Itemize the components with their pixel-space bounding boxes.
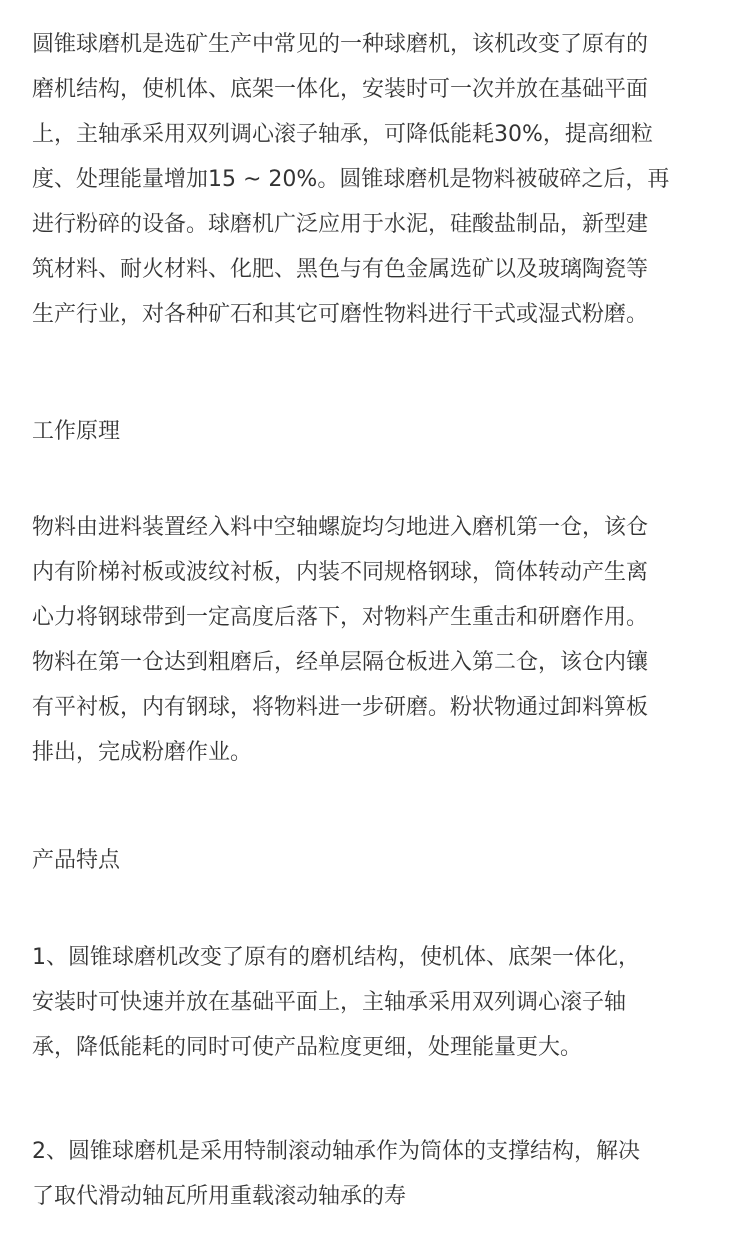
feature-line: 了取代滑动轴瓦所用重载滚动轴承的寿 (32, 1184, 407, 1209)
working-principle-paragraph (32, 505, 722, 775)
working-line: 有平衬板，内有钢球，将物料进一步研磨。粉状物通过卸料箅板 (32, 695, 649, 720)
feature-line: 2、圆锥球磨机是采用特制滚动轴承作为筒体的支撑结构，解决 (32, 1139, 640, 1164)
feature-item-2 (32, 1129, 722, 1219)
working-line: 物料在第一仓达到粗磨后，经单层隔仓板进入第二仓，该仓内镶 (32, 650, 649, 675)
working-line: 内有阶梯衬板或波纹衬板，内装不同规格钢球，筒体转动产生离 (32, 560, 649, 585)
intro-line: 上，主轴承采用双列调心滚子轴承，可降低能耗30%，提高细粒 (32, 122, 653, 147)
section-heading-product-features: 产品特点 (32, 848, 121, 873)
intro-line: 磨机结构，使机体、底架一体化，安装时可一次并放在基础平面 (32, 77, 649, 102)
intro-line: 筑材料、耐火材料、化肥、黑色与有色金属选矿以及玻璃陶瓷等 (32, 257, 649, 282)
intro-line: 生产行业，对各种矿石和其它可磨性物料进行干式或湿式粉磨。 (32, 302, 649, 327)
intro-line: 度、处理能量增加15 ~ 20%。圆锥球磨机是物料被破碎之后，再 (32, 167, 670, 192)
feature-line: 承，降低能耗的同时可使产品粒度更细，处理能量更大。 (32, 1035, 583, 1060)
feature-item-1 (32, 935, 722, 1070)
feature-line: 1、圆锥球磨机改变了原有的磨机结构，使机体、底架一体化， (32, 945, 640, 970)
intro-paragraph (32, 22, 722, 337)
intro-line: 进行粉碎的设备。球磨机广泛应用于水泥，硅酸盐制品，新型建 (32, 212, 649, 237)
section-heading-working-principle: 工作原理 (32, 419, 121, 444)
intro-line: 圆锥球磨机是选矿生产中常见的一种球磨机，该机改变了原有的 (32, 32, 649, 57)
working-line: 心力将钢球带到一定高度后落下，对物料产生重击和研磨作用。 (32, 605, 649, 630)
working-line: 排出，完成粉磨作业。 (32, 740, 253, 765)
working-line: 物料由进料装置经入料中空轴螺旋均匀地进入磨机第一仓，该仓 (32, 515, 649, 540)
feature-line: 安装时可快速并放在基础平面上，主轴承采用双列调心滚子轴 (32, 990, 627, 1015)
